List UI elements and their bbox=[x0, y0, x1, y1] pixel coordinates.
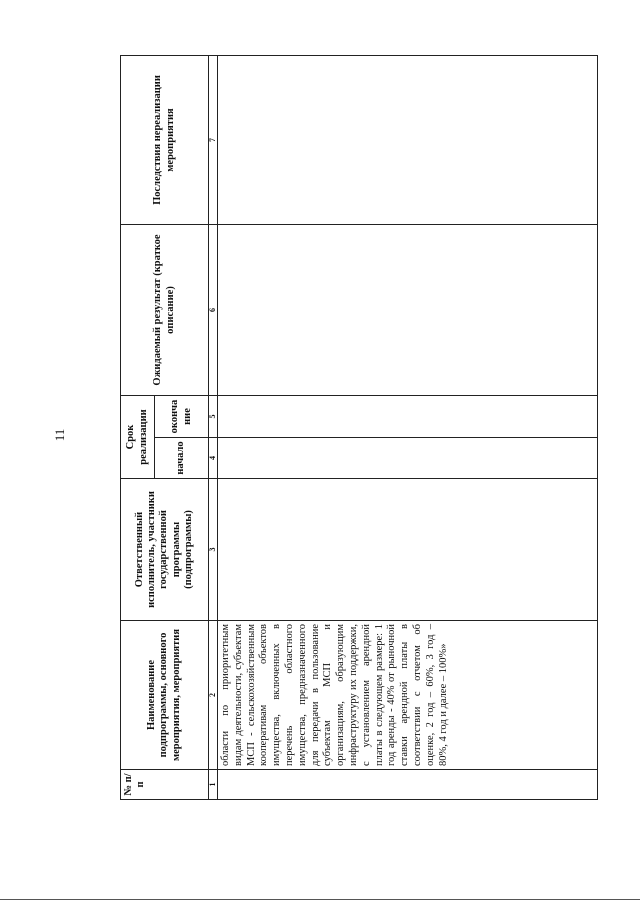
column-number: 3 bbox=[209, 479, 218, 621]
cell-result bbox=[218, 225, 598, 396]
bottom-divider bbox=[0, 899, 640, 900]
measures-table bbox=[120, 55, 598, 800]
header-consequences: Последствия нереализации мероприятия bbox=[121, 56, 209, 225]
cell-start bbox=[218, 438, 598, 479]
header-number: № п/п bbox=[121, 770, 209, 800]
column-number: 4 bbox=[209, 438, 218, 479]
header-period: Срок реализации bbox=[121, 396, 155, 479]
rotated-table-container bbox=[120, 56, 598, 800]
column-number: 6 bbox=[209, 225, 218, 396]
header-executor: Ответственный исполнитель, участники государственной программы (подпрограммы) bbox=[121, 479, 209, 621]
header-result: Ожидаемый результат (краткое описание) bbox=[121, 225, 209, 396]
cell-executor bbox=[218, 479, 598, 621]
header-end: оконча ние bbox=[155, 396, 209, 438]
cell-measure-name: области по приоритетным видам деятельности, субъектам МСП - сельскохозяйственным кооперативам объектов имущества, включенных в перечень областного имущества, предназначенного для передачи в пользование субъектам МСП и организациям, образующим инфраструктуру их поддержки, с установлением арендной платы в следующем размере: 1 год аренды - 40% от рыночной ставки арендной платы в соответствии с отчетом об оценке, 2 год – 60%, 3 год – 80%, 4 год и далее – 100%» bbox=[218, 621, 598, 770]
cell-number bbox=[218, 770, 598, 800]
page-number: 11 bbox=[52, 428, 67, 442]
column-number: 1 bbox=[209, 770, 218, 800]
column-number: 2 bbox=[209, 621, 218, 770]
header-name: Наименование подпрограммы, основного мероприятия, мероприятия bbox=[121, 621, 209, 770]
column-number: 5 bbox=[209, 396, 218, 438]
header-start: начало bbox=[155, 438, 209, 479]
cell-end bbox=[218, 396, 598, 438]
column-number: 7 bbox=[209, 56, 218, 225]
cell-consequences bbox=[218, 56, 598, 225]
